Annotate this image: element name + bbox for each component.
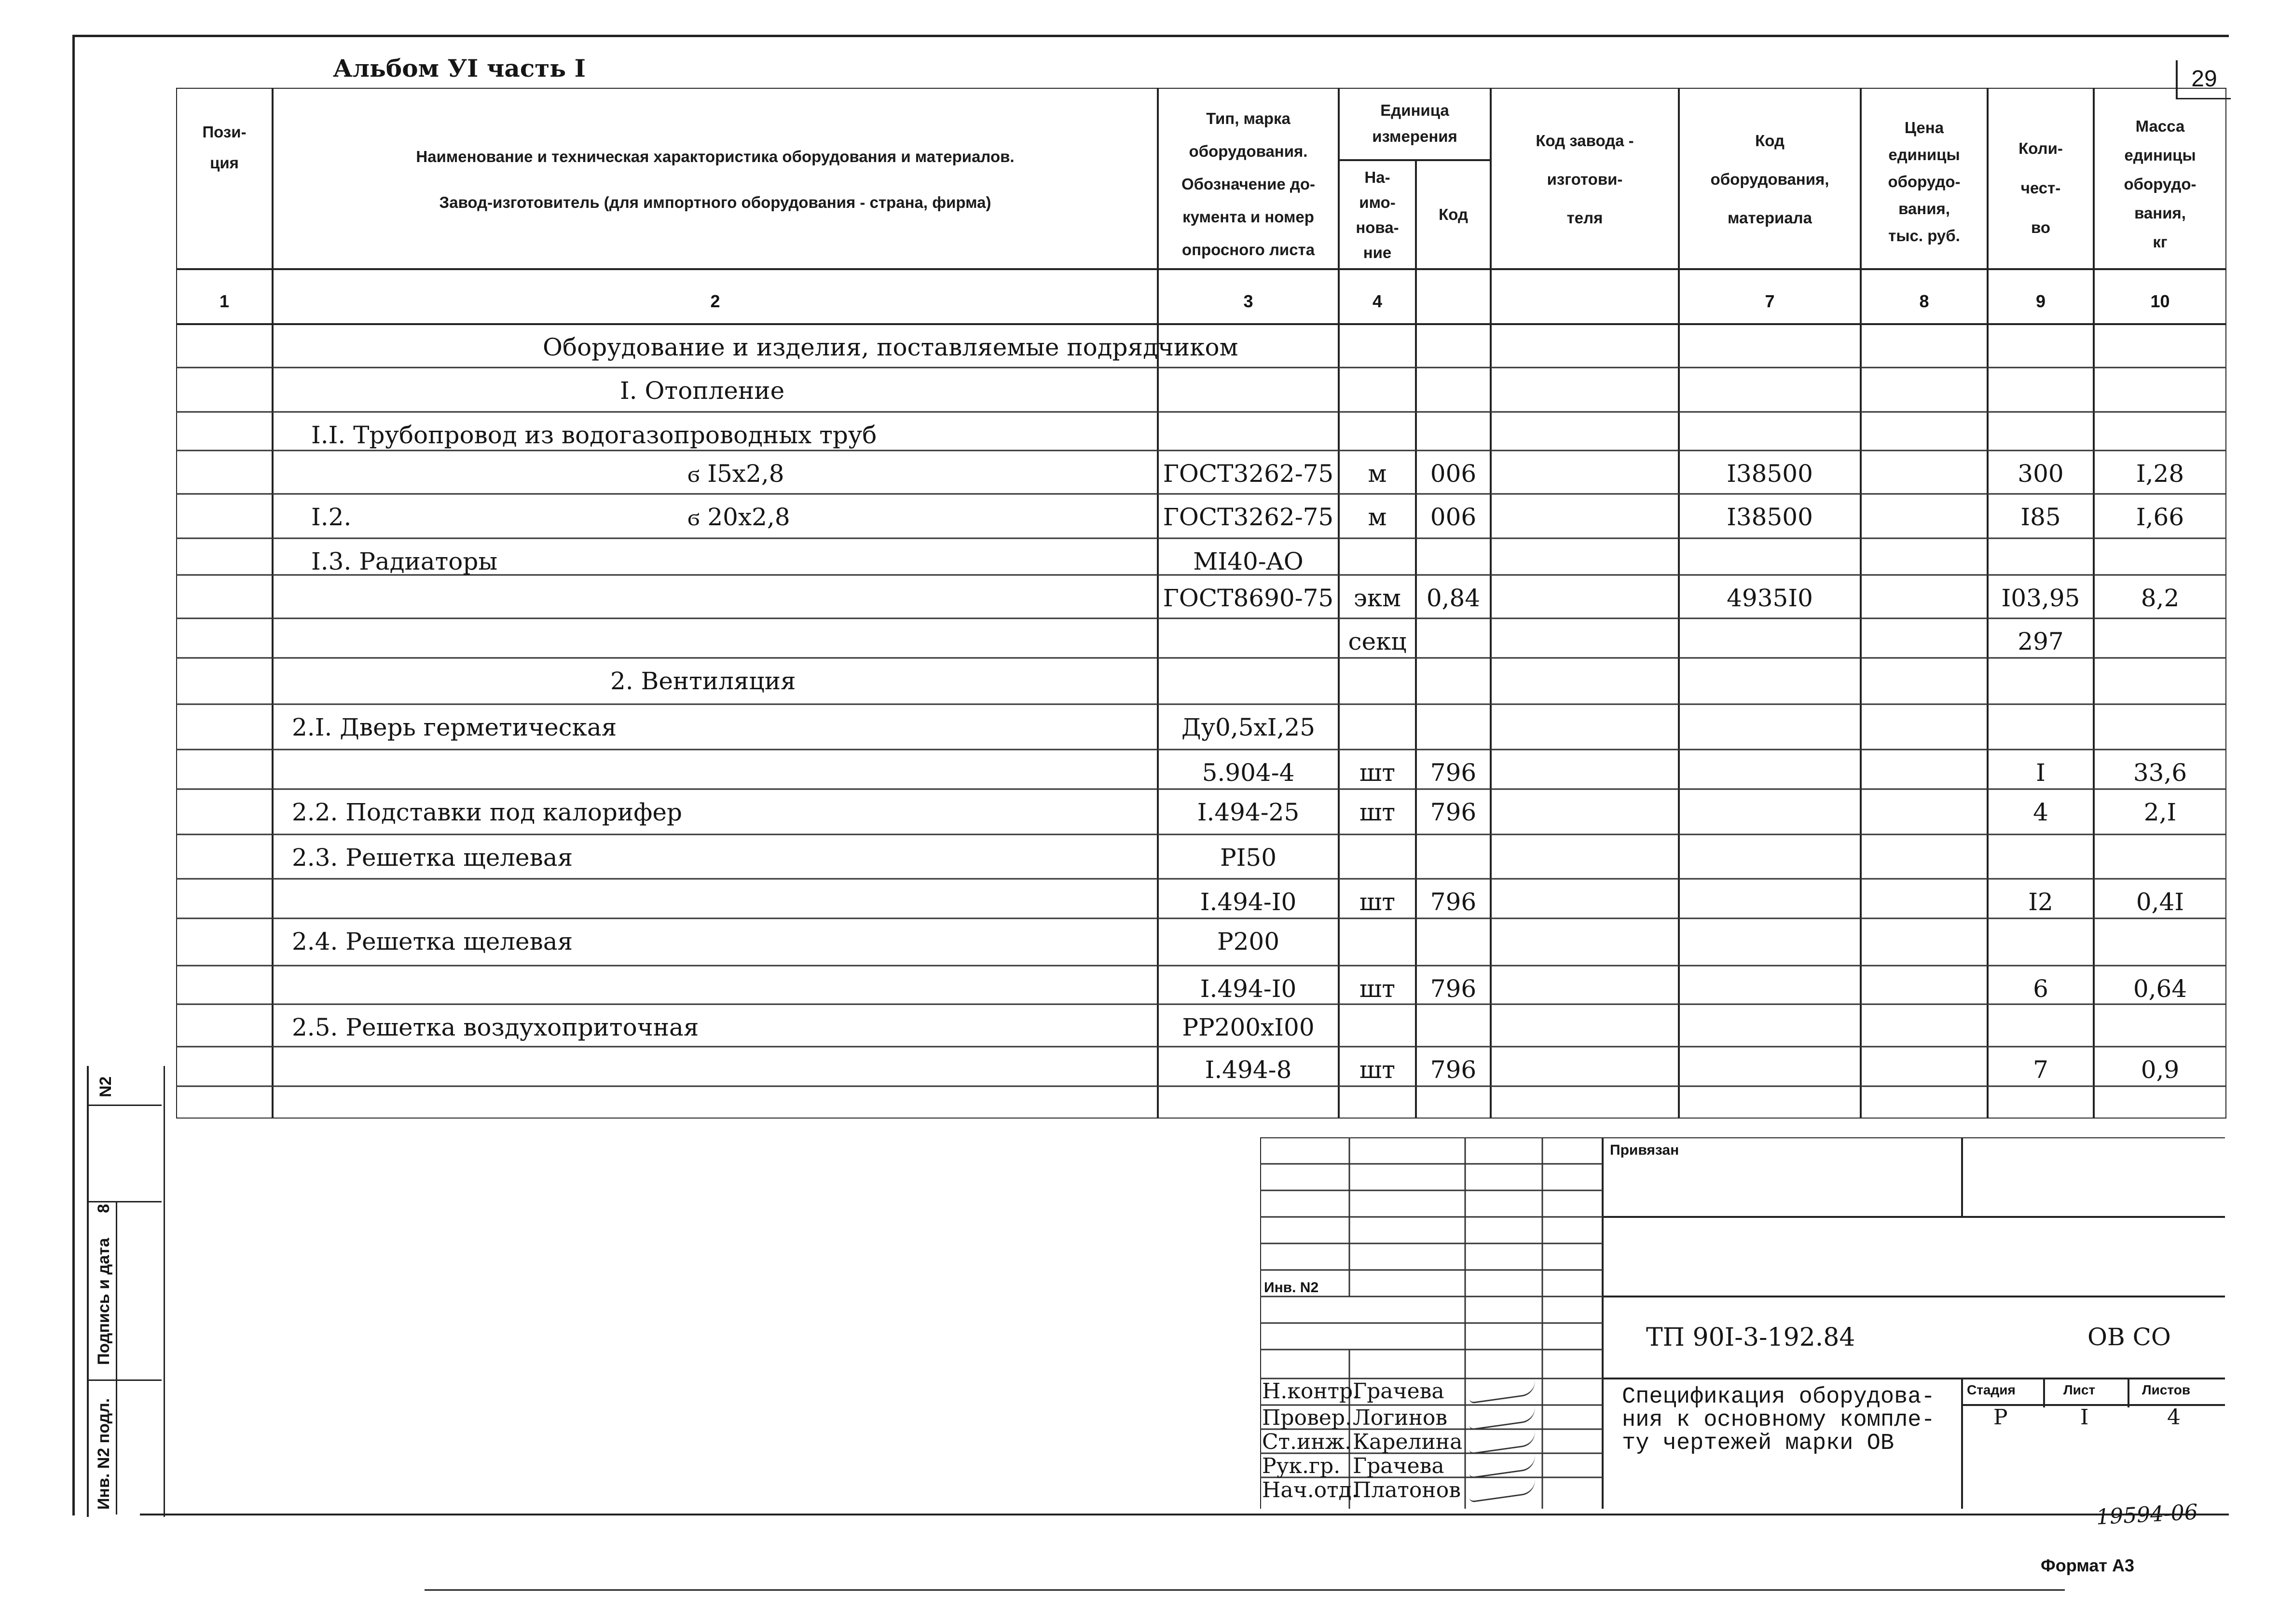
margin-signature-date: Подпись и дата xyxy=(95,1238,113,1365)
row-name-left: I.2. xyxy=(311,503,352,531)
colnum-3: 3 xyxy=(1243,291,1253,311)
header-name-line2: Завод-изготовитель (для импортного оборудования - страна, фирма) xyxy=(439,193,991,211)
margin-divider-1 xyxy=(87,1105,162,1106)
row-unit xyxy=(1339,325,1416,369)
row-equip-code xyxy=(1679,967,1861,1011)
colnum-6 xyxy=(1491,287,1679,316)
header-unit-group: Единица измерения xyxy=(1372,101,1457,145)
signer-name: Грачева xyxy=(1353,1454,1444,1478)
row-type: ГОСТ3262-75 xyxy=(1163,460,1334,488)
signer-role: Провер. xyxy=(1262,1406,1352,1430)
row-equip-code: I38500 xyxy=(1727,460,1813,488)
colnum-10: 10 xyxy=(2150,291,2170,311)
row-type: PP200xI00 xyxy=(1182,1013,1315,1041)
row-unit-code: 796 xyxy=(1430,975,1477,1003)
colnum-5 xyxy=(1416,287,1491,316)
row-unit-code: 796 xyxy=(1430,759,1477,787)
row-equip-code xyxy=(1679,368,1861,413)
row-qty: 4 xyxy=(2033,798,2048,826)
row-name: I.I. Трубопровод из водогазопроводных труб xyxy=(311,421,877,449)
margin-divider-3 xyxy=(87,1379,162,1381)
row-equip-code xyxy=(1679,413,1861,457)
frame-bottom-line xyxy=(140,1514,2229,1515)
row-unit-code: 796 xyxy=(1430,888,1477,916)
row-mass xyxy=(2094,619,2226,664)
row-qty xyxy=(1988,705,2094,750)
row-unit-code xyxy=(1416,368,1491,413)
stamp-sheets-label: Листов xyxy=(2142,1382,2191,1397)
row-type xyxy=(1158,368,1339,413)
signer-role: Рук.гр. xyxy=(1262,1454,1341,1478)
row-qty xyxy=(1988,325,2094,369)
row-equip-code xyxy=(1679,705,1861,750)
row-equip-code xyxy=(1679,880,1861,924)
stamp-stage-label: Стадия xyxy=(1967,1382,2016,1397)
header-unit-code: Код xyxy=(1439,205,1468,223)
row-unit: шт xyxy=(1359,888,1396,916)
row-qty xyxy=(1988,835,2094,880)
margin-divider-4 xyxy=(116,1201,117,1515)
row-equip-code xyxy=(1679,325,1861,369)
row-unit xyxy=(1339,705,1416,750)
row-unit-code xyxy=(1416,619,1491,664)
row-unit xyxy=(1339,413,1416,457)
row-type: I.494-8 xyxy=(1205,1056,1292,1084)
row-name: 2.5. Решетка воздухоприточная xyxy=(292,1013,699,1041)
row-name: ϭ I5x2,8 xyxy=(687,460,784,488)
margin-n2: N2 xyxy=(96,1076,115,1097)
row-unit-code xyxy=(1416,705,1491,750)
row-unit xyxy=(1339,368,1416,413)
colnum-2: 2 xyxy=(710,291,720,311)
row-mass: 0,4I xyxy=(2136,888,2184,916)
row-equip-code: I38500 xyxy=(1727,503,1813,531)
row-mass xyxy=(2094,1005,2226,1050)
row-equip-code xyxy=(1679,835,1861,880)
row-type: MI40-AO xyxy=(1193,547,1304,575)
header-equip-code: Код оборудования, материала xyxy=(1710,132,1829,227)
row-unit-code: 006 xyxy=(1430,503,1477,531)
stamp-doc-code: ТП 90I-3-192.84 xyxy=(1646,1323,1855,1352)
row-unit xyxy=(1339,1005,1416,1050)
row-qty: 6 xyxy=(2033,975,2048,1003)
row-unit-code xyxy=(1416,413,1491,457)
stamp-inv-no: Инв. N2 xyxy=(1264,1280,1319,1296)
header-name-line1: Наименование и техническая характористика оборудования и материалов. xyxy=(416,148,1015,165)
bottom-rule xyxy=(425,1589,2065,1591)
header-mass: Масса единицы оборудо- вания, кг xyxy=(2124,117,2197,251)
archive-number: 19594-06 xyxy=(2095,1500,2199,1530)
row-equip-code xyxy=(1679,1048,1861,1092)
row-name: 2.2. Подставки под калорифер xyxy=(292,798,682,826)
row-type: ГОСТ8690-75 xyxy=(1163,584,1334,612)
stamp-sheet: I xyxy=(2080,1405,2089,1430)
row-type: PI50 xyxy=(1220,844,1277,872)
colnum-9: 9 xyxy=(2035,291,2046,311)
row-mass xyxy=(2094,659,2226,703)
stamp-privyazan: Привязан xyxy=(1610,1142,1679,1158)
row-equip-code xyxy=(1679,751,1861,795)
row-type xyxy=(1158,619,1339,664)
row-unit-code xyxy=(1416,325,1491,369)
row-mass xyxy=(2094,835,2226,880)
title-block xyxy=(1260,1137,2225,1509)
row-unit-code: 0,84 xyxy=(1426,584,1481,612)
row-equip-code xyxy=(1679,619,1861,664)
row-name: I. Отопление xyxy=(620,377,785,405)
row-qty xyxy=(1988,368,2094,413)
stamp-sheets: 4 xyxy=(2167,1405,2181,1430)
row-unit-code: 006 xyxy=(1430,460,1477,488)
header-qty: Коли- чест- во xyxy=(2018,139,2063,236)
signer-name: Грачева xyxy=(1353,1379,1444,1404)
colnum-4: 4 xyxy=(1372,291,1383,311)
colnum-7: 7 xyxy=(1765,291,1775,311)
format-label: Формат А3 xyxy=(2041,1556,2135,1575)
row-qty xyxy=(1988,1005,2094,1050)
row-qty: I03,95 xyxy=(2001,584,2080,612)
margin-divider-2 xyxy=(87,1201,162,1202)
row-name: Оборудование и изделия, поставляемые подрядчиком xyxy=(543,333,1238,361)
row-unit: м xyxy=(1368,503,1387,531)
stamp-stage: Р xyxy=(1993,1405,2008,1430)
row-qty: I xyxy=(2036,759,2046,787)
row-unit-code xyxy=(1416,835,1491,880)
row-equip-code xyxy=(1679,659,1861,703)
header-price: Цена единицы оборудо- вания, тыс. руб. xyxy=(1888,119,1961,245)
row-mass xyxy=(2094,413,2226,457)
row-mass xyxy=(2094,705,2226,750)
header-pos: Пози- ция xyxy=(202,123,247,172)
sheet-number: 29 xyxy=(2191,66,2217,92)
row-type xyxy=(1158,325,1339,369)
row-unit: шт xyxy=(1359,975,1396,1003)
row-type: I.494-I0 xyxy=(1200,888,1297,916)
row-qty: I85 xyxy=(2020,503,2061,531)
signer-name: Логинов xyxy=(1353,1406,1448,1430)
signer-role: Н.контр. xyxy=(1262,1379,1360,1404)
row-mass: 8,2 xyxy=(2141,584,2180,612)
row-unit: экм xyxy=(1353,584,1401,612)
album-title: Альбом УI часть I xyxy=(333,54,586,82)
row-unit: шт xyxy=(1359,1056,1396,1084)
row-unit: секц xyxy=(1348,628,1407,655)
frame-left-line xyxy=(72,35,75,1515)
row-name: 2.4. Решетка щелевая xyxy=(292,928,573,955)
signer-name: Карелина xyxy=(1353,1430,1463,1454)
row-name: ϭ 20x2,8 xyxy=(687,503,790,531)
row-mass: 33,6 xyxy=(2133,759,2187,787)
stamp-title: Спецификация оборудова- ния к основному компле- ту чертежей марки ОВ xyxy=(1622,1384,1935,1456)
row-qty: 300 xyxy=(2018,460,2064,488)
row-equip-code: 4935I0 xyxy=(1727,584,1813,612)
row-type: P200 xyxy=(1217,928,1280,955)
colnum-8: 8 xyxy=(1919,291,1929,311)
signer-name: Платонов xyxy=(1353,1478,1461,1502)
row-type xyxy=(1158,659,1339,703)
row-name: 2. Вентиляция xyxy=(610,667,796,695)
row-qty: 297 xyxy=(2018,628,2064,655)
row-unit: м xyxy=(1368,460,1387,488)
stamp-sheet-label: Лист xyxy=(2063,1382,2096,1397)
row-unit: шт xyxy=(1359,759,1396,787)
header-factory-code: Код завода - изготови- теля xyxy=(1536,132,1634,227)
row-mass xyxy=(2094,919,2226,964)
row-mass xyxy=(2094,325,2226,369)
header-type: Тип, марка оборудования. Обозначение до- кумента и номер опросного листа xyxy=(1181,109,1315,259)
frame-top-line xyxy=(72,35,2229,37)
row-unit xyxy=(1339,835,1416,880)
row-unit-code xyxy=(1416,919,1491,964)
row-unit-code xyxy=(1416,1005,1491,1050)
row-mass: I,28 xyxy=(2136,460,2184,488)
signer-role: Ст.инж. xyxy=(1262,1430,1352,1454)
row-equip-code xyxy=(1679,919,1861,964)
row-type: ГОСТ3262-75 xyxy=(1163,503,1334,531)
row-unit xyxy=(1339,919,1416,964)
row-name: 2.3. Решетка щелевая xyxy=(292,844,573,872)
row-qty: 7 xyxy=(2033,1056,2048,1084)
row-unit-code: 796 xyxy=(1430,1056,1477,1084)
row-type: 5.904-4 xyxy=(1202,759,1295,787)
stamp-mark: ОВ СО xyxy=(2087,1323,2171,1351)
row-unit-code: 796 xyxy=(1430,798,1477,826)
header-unit-name: На- имо- нова- ние xyxy=(1356,168,1399,261)
row-qty xyxy=(1988,413,2094,457)
margin-n8: 8 xyxy=(95,1204,113,1213)
row-unit: шт xyxy=(1359,798,1396,826)
row-unit xyxy=(1339,659,1416,703)
colnum-1: 1 xyxy=(219,291,230,311)
row-qty xyxy=(1988,919,2094,964)
row-type xyxy=(1158,413,1339,457)
row-unit-code xyxy=(1416,659,1491,703)
row-name: 2.I. Дверь герметическая xyxy=(292,713,617,741)
row-type: I.494-25 xyxy=(1197,798,1300,826)
row-mass xyxy=(2094,368,2226,413)
specification-table xyxy=(176,88,2226,1119)
signer-role: Нач.отд. xyxy=(1262,1478,1359,1502)
row-equip-code xyxy=(1679,790,1861,834)
row-type: Ду0,5xI,25 xyxy=(1181,713,1316,741)
margin-inv-no: Инв. N2 подл. xyxy=(95,1398,113,1510)
row-mass: 0,64 xyxy=(2133,975,2187,1003)
row-type: I.494-I0 xyxy=(1200,975,1297,1003)
row-equip-code xyxy=(1679,1005,1861,1050)
row-mass: 2,I xyxy=(2143,798,2177,826)
row-qty xyxy=(1988,659,2094,703)
row-mass: 0,9 xyxy=(2141,1056,2180,1084)
row-name: I.3. Радиаторы xyxy=(311,547,498,575)
row-qty: I2 xyxy=(2028,888,2053,916)
row-mass: I,66 xyxy=(2136,503,2184,531)
